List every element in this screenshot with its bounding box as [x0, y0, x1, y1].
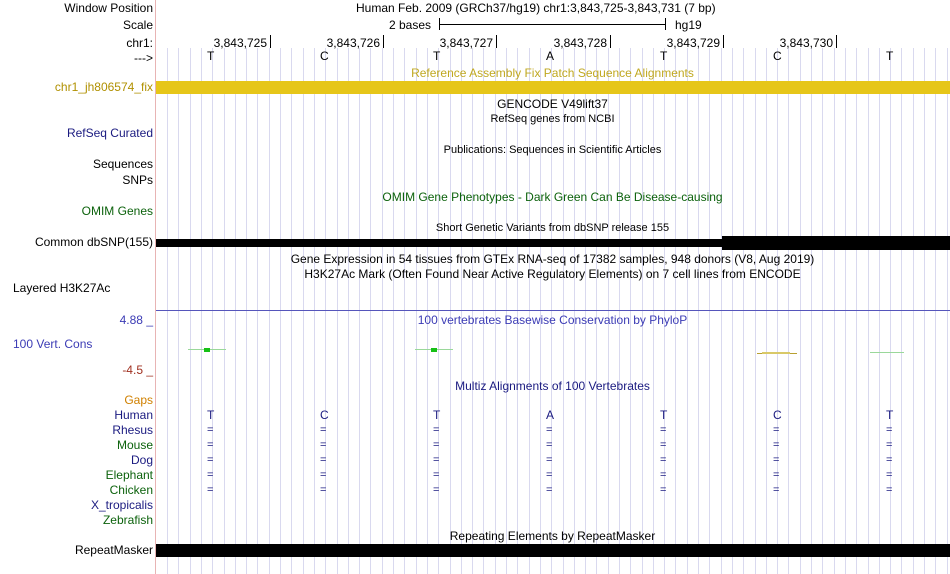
omim-track-title: OMIM Gene Phenotypes - Dark Green Can Be Disease-causing — [382, 190, 723, 204]
strand-label: ---> — [134, 51, 153, 65]
repeatmasker-bar[interactable] — [156, 544, 950, 557]
alignment-match: = — [773, 439, 780, 451]
species-label[interactable]: Dog — [130, 453, 153, 467]
refseq-label[interactable]: RefSeq Curated — [66, 126, 153, 140]
phylop-track-title: 100 vertebrates Basewise Conservation by PhyloP — [417, 313, 688, 327]
dbsnp-feature-bar[interactable] — [156, 239, 722, 247]
coordinate-label: 3,843,726 — [326, 36, 380, 50]
human-base: C — [773, 408, 782, 422]
alignment-match: = — [207, 424, 214, 436]
species-label[interactable]: Zebrafish — [102, 513, 153, 527]
alignment-match: = — [207, 439, 214, 451]
alignment-match: = — [773, 484, 780, 496]
scale-bar — [439, 24, 665, 25]
alignment-match: = — [660, 484, 667, 496]
coordinate-tick — [383, 35, 384, 48]
chrom-label: chr1: — [126, 36, 153, 50]
scale-bar-text: 2 bases — [389, 18, 432, 32]
coordinate-tick — [723, 35, 724, 48]
base-letter: C — [773, 49, 782, 63]
base-letter: A — [546, 49, 555, 63]
phylop-mark-1 — [204, 348, 210, 352]
alignment-match: = — [207, 469, 214, 481]
base-letter: T — [660, 49, 668, 63]
human-base: C — [320, 408, 329, 422]
alignment-match: = — [546, 469, 553, 481]
species-label[interactable]: Elephant — [105, 468, 153, 482]
coordinate-label: 3,843,727 — [439, 36, 493, 50]
coordinate-tick — [496, 35, 497, 48]
alignment-match: = — [320, 454, 327, 466]
human-base: T — [886, 408, 894, 422]
phylop-mark-2 — [431, 348, 437, 352]
coordinate-label: 3,843,729 — [666, 36, 720, 50]
species-label[interactable]: Human — [114, 408, 153, 422]
alignment-match: = — [320, 484, 327, 496]
base-letter: T — [886, 49, 894, 63]
base-letter: T — [433, 49, 441, 63]
phylop-mark-3 — [762, 352, 790, 354]
window-position-label: Window Position — [64, 1, 153, 15]
alignment-match: = — [886, 484, 893, 496]
species-label[interactable]: Mouse — [116, 438, 153, 452]
alignment-match: = — [433, 484, 440, 496]
alignment-match: = — [886, 469, 893, 481]
dbsnp-track-title: Short Genetic Variants from dbSNP release 155 — [435, 222, 670, 234]
publications-track-title: Publications: Sequences in Scientific Articles — [443, 144, 662, 156]
scale-bar-right-tick — [665, 18, 666, 30]
phylop-max-label: 4.88 _ — [119, 313, 153, 327]
snps-label[interactable]: SNPs — [122, 173, 153, 187]
scale-bar-left-tick — [439, 18, 440, 30]
gtex-track-title: Gene Expression in 54 tissues from GTEx RNA-seq of 17382 samples, 948 donors (V8, Aug 2019) — [290, 252, 815, 266]
alignment-match: = — [433, 439, 440, 451]
species-label[interactable]: X_tropicalis — [90, 498, 153, 512]
omim-label[interactable]: OMIM Genes — [81, 204, 153, 218]
alignment-match: = — [660, 439, 667, 451]
alignment-match: = — [546, 454, 553, 466]
phylop-label[interactable]: 100 Vert. Cons — [13, 337, 93, 351]
alignment-match: = — [433, 454, 440, 466]
alignment-match: = — [433, 469, 440, 481]
gencode-track-title: GENCODE V49lift37 — [497, 97, 608, 111]
alignment-match: = — [886, 454, 893, 466]
alignment-match: = — [886, 424, 893, 436]
h3k27ac-track-title: H3K27Ac Mark (Often Found Near Active Regulatory Elements) on 7 cell lines from ENCODE — [304, 267, 801, 281]
human-base: A — [546, 408, 555, 422]
h3k27ac-baseline — [156, 310, 950, 311]
dbsnp-label[interactable]: Common dbSNP(155) — [34, 235, 153, 249]
assembly-position-text[interactable]: Human Feb. 2009 (GRCh37/hg19) chr1:3,843,725-3,843,731 (7 bp) — [356, 1, 716, 15]
coordinate-label: 3,843,728 — [553, 36, 607, 50]
human-base: T — [433, 408, 441, 422]
alignment-match: = — [320, 439, 327, 451]
alignment-match: = — [546, 424, 553, 436]
fix-patch-bar[interactable] — [156, 81, 950, 94]
repeatmasker-track-title: Repeating Elements by RepeatMasker — [449, 529, 656, 543]
phylop-min-label: -4.5 _ — [122, 363, 153, 377]
dbsnp-feature-block[interactable] — [722, 236, 950, 250]
coordinate-label: 3,843,725 — [213, 36, 267, 50]
base-letter: C — [320, 49, 329, 63]
gaps-label[interactable]: Gaps — [124, 393, 153, 407]
alignment-match: = — [546, 439, 553, 451]
alignment-match: = — [773, 454, 780, 466]
refseq-track-title: RefSeq genes from NCBI — [490, 113, 615, 125]
coordinate-label: 3,843,730 — [779, 36, 833, 50]
coordinate-tick — [610, 35, 611, 48]
coordinate-tick — [270, 35, 271, 48]
scale-label: Scale — [122, 18, 153, 32]
alignment-match: = — [546, 484, 553, 496]
multiz-track-title: Multiz Alignments of 100 Vertebrates — [455, 379, 650, 393]
alignment-match: = — [660, 424, 667, 436]
alignment-match: = — [773, 424, 780, 436]
human-base: T — [660, 408, 668, 422]
base-letter: T — [207, 49, 215, 63]
phylop-mark-line-4 — [870, 352, 904, 353]
alignment-match: = — [886, 439, 893, 451]
alignment-match: = — [320, 469, 327, 481]
alignment-match: = — [207, 484, 214, 496]
fix-patch-label[interactable]: chr1_jh806574_fix — [54, 80, 153, 94]
scale-db-label: hg19 — [675, 18, 702, 32]
alignment-match: = — [320, 424, 327, 436]
alignment-match: = — [660, 469, 667, 481]
sequences-label[interactable]: Sequences — [92, 157, 153, 171]
h3k27ac-label[interactable]: Layered H3K27Ac — [13, 281, 111, 295]
alignment-match: = — [773, 469, 780, 481]
fix-patch-track-title: Reference Assembly Fix Patch Sequence Alignments — [411, 66, 694, 80]
coordinate-tick — [836, 35, 837, 48]
alignment-match: = — [660, 454, 667, 466]
species-label[interactable]: Chicken — [109, 483, 153, 497]
alignment-match: = — [207, 454, 214, 466]
alignment-match: = — [433, 424, 440, 436]
human-base: T — [207, 408, 215, 422]
repeatmasker-label[interactable]: RepeatMasker — [74, 543, 153, 557]
species-label[interactable]: Rhesus — [112, 423, 153, 437]
